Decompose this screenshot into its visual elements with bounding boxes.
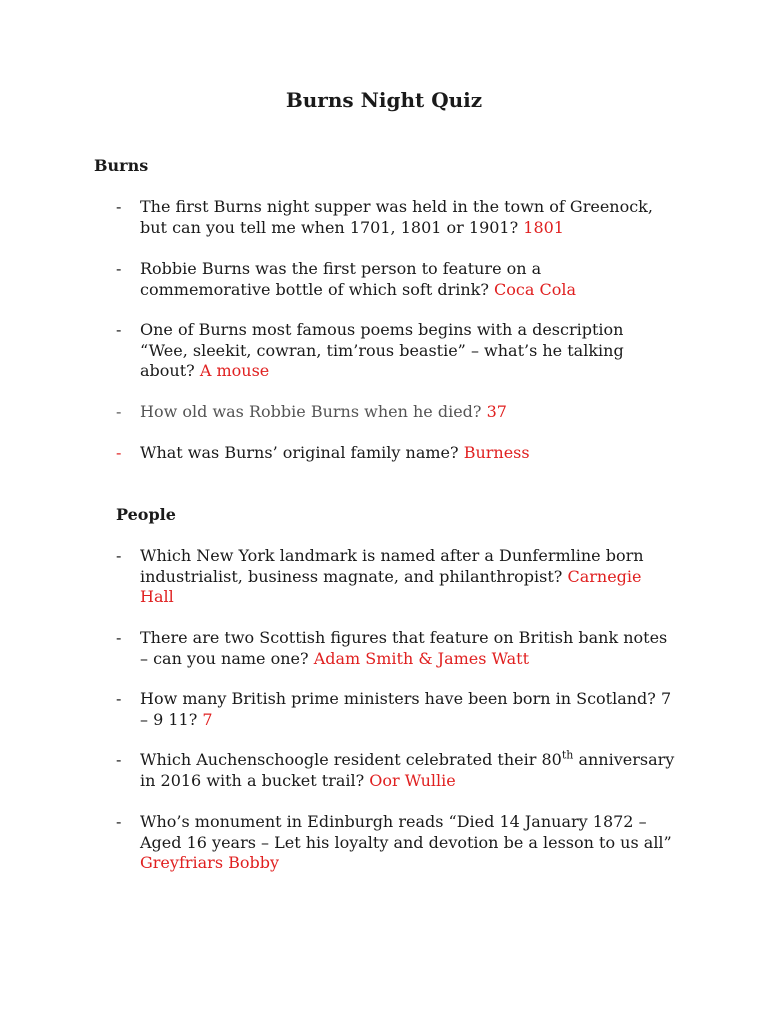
question-text: One of Burns most famous poems begins with a description “Wee, sleekit, cowran, tim’rous beastie” – what’s he talking about? xyxy=(140,320,624,380)
quiz-question-people-5 xyxy=(116,812,676,874)
quiz-question-burns-5 xyxy=(116,443,676,464)
section-heading-people: People xyxy=(116,505,176,524)
bullet-dash: - xyxy=(116,689,122,708)
question-text: How many British prime ministers have been born in Scotland? 7 – 9 11? xyxy=(140,689,672,729)
question-text-continued: anniversary in 2016 with a bucket trail? xyxy=(140,750,675,790)
bullet-dash: - xyxy=(116,750,122,769)
answer-text: Carnegie Hall xyxy=(140,566,642,606)
answer-text: 37 xyxy=(486,402,507,421)
quiz-question-people-3 xyxy=(116,689,676,730)
answer-text: Coca Cola xyxy=(494,279,577,299)
quiz-question-burns-2 xyxy=(116,259,676,300)
question-text: Which New York landmark is named after a Dunfermline born industrialist, business magnate, and philanthropist? xyxy=(140,546,644,586)
quiz-question-burns-3 xyxy=(116,320,676,382)
question-text: Which Auchenschoogle resident celebrated their 80 xyxy=(140,750,562,769)
bullet-dash: - xyxy=(116,402,122,421)
answer-text: 7 xyxy=(202,709,213,729)
answer-text: Adam Smith & James Watt xyxy=(313,648,530,668)
quiz-question-burns-4 xyxy=(116,402,676,423)
question-text: The first Burns night supper was held in the town of Greenock, but can you tell me when 1701, 1801 or 1901? xyxy=(140,197,653,237)
quiz-question-people-4 xyxy=(116,750,676,791)
quiz-question-people-2 xyxy=(116,628,676,669)
quiz-question-burns-1 xyxy=(116,197,676,238)
question-text: Robbie Burns was the first person to feature on a commemorative bottle of which soft drink? xyxy=(140,259,542,299)
section-heading-burns: Burns xyxy=(94,156,149,175)
question-text: What was Burns’ original family name? xyxy=(140,443,464,462)
bullet-dash: - xyxy=(116,197,122,216)
question-text: How old was Robbie Burns when he died? xyxy=(140,402,487,421)
page-title: Burns Night Quiz xyxy=(285,88,483,112)
bullet-dash: - xyxy=(116,628,122,647)
bullet-dash: - xyxy=(116,546,122,565)
answer-text: 1801 xyxy=(523,217,564,237)
bullet-dash: - xyxy=(116,443,122,462)
answer-text: A mouse xyxy=(199,361,270,380)
answer-text: Burness xyxy=(463,443,530,462)
quiz-question-people-1 xyxy=(116,546,676,608)
question-text: There are two Scottish figures that feature on British bank notes – can you name one? xyxy=(140,628,668,668)
question-text: Who’s monument in Edinburgh reads “Died 14 January 1872 – Aged 16 years – Let his loyalty and devotion be a lesson to us all” xyxy=(140,812,672,852)
answer-text: Oor Wullie xyxy=(369,770,456,790)
bullet-dash: - xyxy=(116,320,122,339)
answer-text: Greyfriars Bobby xyxy=(140,853,280,872)
bullet-dash: - xyxy=(116,812,122,831)
ordinal-suffix: th xyxy=(561,748,574,762)
bullet-dash: - xyxy=(116,259,122,278)
